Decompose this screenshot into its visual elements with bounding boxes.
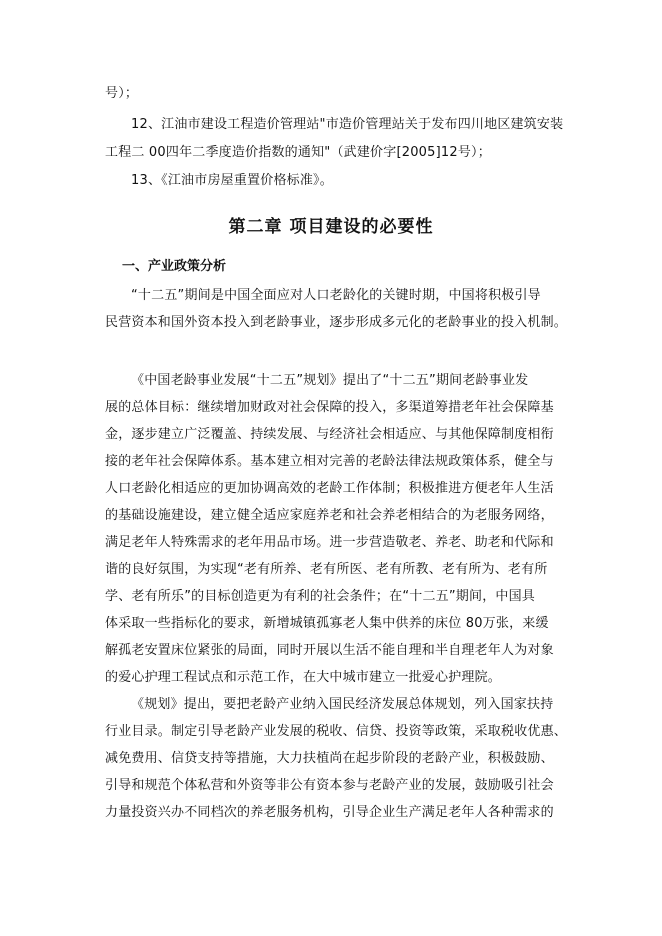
paragraph-line: 金，逐步建立广泛覆盖、持续发展、与经济社会相适应、与其他保障制度相衔 — [105, 427, 554, 442]
paragraph-line: 《中国老龄事业发展“十二五”规划》提出了“十二五”期间老龄事业发 — [131, 373, 529, 388]
paragraph-line: 展的总体目标：继续增加财政对社会保障的投入，多渠道筹措老年社会保障基 — [105, 400, 554, 415]
paragraph-line: 学、老有所乐”的目标创造更为有利的社会条件；在“十二五”期间，中国具 — [105, 589, 536, 604]
paragraph-line: 接的老年社会保障体系。基本建立相对完善的老龄法律法规政策体系，健全与 — [105, 454, 554, 469]
paragraph-line: 力量投资兴办不同档次的养老服务机构，引导企业生产满足老年人各种需求的 — [105, 805, 554, 820]
paragraph-line: “十二五”期间是中国全面应对人口老龄化的关键时期，中国将积极引导 — [131, 288, 541, 303]
paragraph-line: 行业目录。制定引导老龄产业发展的税收、信贷、投资等政策，采取税收优惠、 — [105, 724, 568, 739]
paragraph-line: 《规划》提出，要把老龄产业纳入国民经济发展总体规划，列入国家扶持 — [131, 697, 554, 712]
chapter-title: 第二章 项目建设的必要性 — [228, 217, 434, 237]
paragraph-line: 谐的良好氛围，为实现“老有所养、老有所医、老有所教、老有所为、老有所 — [105, 562, 548, 577]
paragraph-line: 解孤老安置床位紧张的局面，同时开展以生活不能自理和半自理老年人为对象 — [105, 643, 554, 658]
paragraph-line: 人口老龄化相适应的更加协调高效的老龄工作体制；积极推进方便老年人生活 — [105, 481, 554, 496]
text-line: 13、《江油市房屋重置价格标准》。 — [131, 173, 333, 188]
text-line: 号）； — [105, 86, 139, 101]
paragraph-line: 体采取一些指标化的要求，新增城镇孤寡老人集中供养的床位 80万张，来缓 — [105, 616, 549, 631]
paragraph-line: 的基础设施建设，建立健全适应家庭养老和社会养老相结合的为老服务网络， — [105, 508, 554, 523]
paragraph-line: 减免费用、信贷支持等措施，大力扶植尚在起步阶段的老龄产业，积极鼓励、 — [105, 751, 554, 766]
section-title: 一、产业政策分析 — [122, 259, 227, 274]
text-line: 工程二 00四年二季度造价指数的通知"（武建价字[2005]12号）； — [105, 145, 491, 160]
text-line: 12、江油市建设工程造价管理站"市造价管理站关于发布四川地区建筑安装 — [131, 117, 564, 132]
paragraph-line: 民营资本和国外资本投入到老龄事业，逐步形成多元化的老龄事业的投入机制。 — [105, 315, 568, 330]
paragraph-line: 满足老年人特殊需求的老年用品市场。进一步营造敬老、养老、助老和代际和 — [105, 535, 554, 550]
paragraph-line: 引导和规范个体私营和外资等非公有资本参与老龄产业的发展，鼓励吸引社会 — [105, 778, 554, 793]
paragraph-line: 的爱心护理工程试点和示范工作，在大中城市建立一批爱心护理院。 — [105, 670, 502, 685]
